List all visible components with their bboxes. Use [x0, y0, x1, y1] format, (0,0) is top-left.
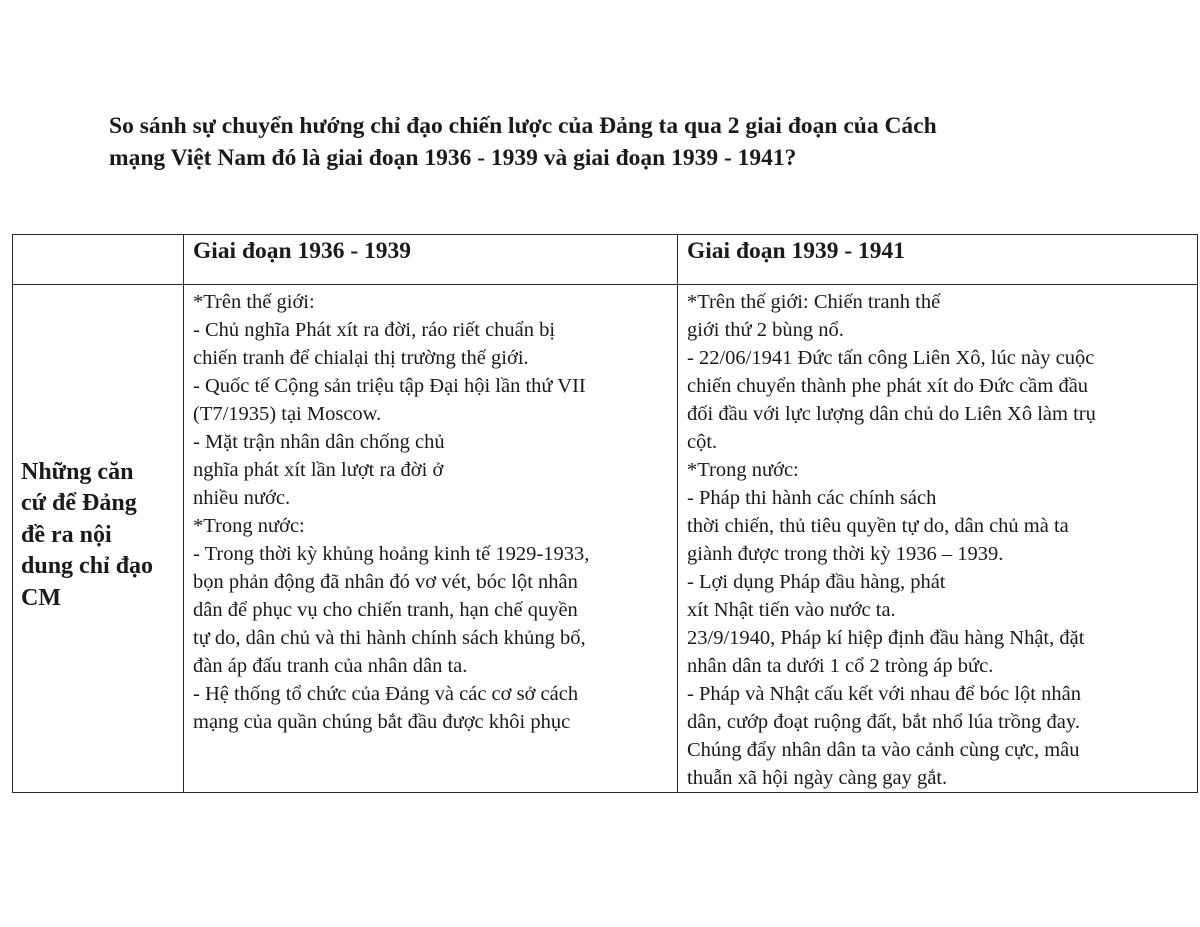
text-line: tự do, dân chủ và thi hành chính sách khủng bố, — [193, 627, 586, 649]
text-line: dân, cướp đoạt ruộng đất, bắt nhổ lúa trồng đay. — [687, 711, 1080, 733]
text-line: - Mặt trận nhân dân chống chủ — [193, 431, 445, 453]
text-line: bọn phản động đã nhân đó vơ vét, bóc lột nhân — [193, 571, 578, 593]
text-line: *Trong nước: — [193, 515, 305, 537]
title-line: So sánh sự chuyển hướng chỉ đạo chiến lược của Đảng ta qua 2 giai đoạn của Cách — [109, 113, 937, 139]
text-line: nghĩa phát xít lần lượt ra đời ở — [193, 459, 444, 481]
text-line: *Trong nước: — [687, 459, 799, 481]
header-label: Giai đoạn 1939 - 1941 — [687, 238, 906, 264]
text-line: chiến chuyển thành phe phát xít do Đức cầm đầu — [687, 375, 1089, 397]
text-line: đàn áp đấu tranh của nhân dân ta. — [193, 655, 468, 677]
header-label — [13, 235, 183, 238]
period-1936-1939-text — [184, 285, 677, 736]
page-title — [109, 110, 1109, 174]
text-line: đối đầu với lực lượng dân chủ do Liên Xô làm trụ — [687, 403, 1096, 425]
text-line: nhân dân ta dưới 1 cổ 2 tròng áp bức. — [687, 655, 994, 677]
text-line: (T7/1935) tại Moscow. — [193, 403, 382, 425]
text-line: nhiều nước. — [193, 487, 291, 509]
period-1936-1939-cell — [184, 285, 678, 793]
header-cell-empty — [13, 235, 184, 285]
text-line: - 22/06/1941 Đức tấn công Liên Xô, lúc này cuộc — [687, 347, 1095, 369]
text-line: - Quốc tế Cộng sản triệu tập Đại hội lần thứ VII — [193, 375, 586, 397]
criteria-line: đề ra nội — [21, 521, 112, 548]
text-line: - Chủ nghĩa Phát xít ra đời, ráo riết chuẩn bị — [193, 319, 556, 341]
text-line: *Trên thế giới: — [193, 291, 315, 313]
text-line: 23/9/1940, Pháp kí hiệp định đầu hàng Nhật, đặt — [687, 627, 1085, 649]
text-line: giới thứ 2 bùng nổ. — [687, 319, 844, 341]
text-line: thời chiến, thủ tiêu quyền tự do, dân chủ mà ta — [687, 515, 1069, 537]
header-cell-period-1936-1939 — [184, 235, 678, 285]
text-line: - Pháp thi hành các chính sách — [687, 487, 937, 509]
period-1939-1941-cell — [678, 285, 1198, 793]
period-1939-1941-text — [678, 285, 1197, 792]
text-line: dân để phục vụ cho chiến tranh, hạn chế quyền — [193, 599, 578, 621]
text-line: - Hệ thống tổ chức của Đảng và các cơ sở cách — [193, 683, 579, 705]
criteria-line: Những căn — [21, 458, 134, 485]
text-line: xít Nhật tiến vào nước ta. — [687, 599, 896, 621]
criteria-line: dung chỉ đạo — [21, 553, 154, 580]
comparison-table — [12, 234, 1198, 793]
header-label: Giai đoạn 1936 - 1939 — [193, 238, 412, 264]
text-line: *Trên thế giới: Chiến tranh thế — [687, 291, 941, 313]
text-line: - Pháp và Nhật cấu kết với nhau để bóc lột nhân — [687, 683, 1081, 705]
text-line: Chúng đẩy nhân dân ta vào cảnh cùng cực, mâu — [687, 739, 1080, 761]
table-row — [13, 285, 1198, 793]
header-cell-period-1939-1941 — [678, 235, 1198, 285]
criteria-line: cứ để Đảng — [21, 490, 137, 517]
title-line: mạng Việt Nam đó là giai đoạn 1936 - 1939 và giai đoạn 1939 - 1941? — [109, 145, 797, 171]
table-header-row — [13, 235, 1198, 285]
text-line: mạng của quần chúng bắt đầu được khôi phục — [193, 711, 571, 733]
text-line: chiến tranh để chialại thị trường thế giới. — [193, 347, 529, 369]
text-line: giành được trong thời kỳ 1936 – 1939. — [687, 543, 1004, 565]
text-line: cột. — [687, 431, 718, 453]
text-line: - Lợi dụng Pháp đầu hàng, phát — [687, 571, 946, 593]
criteria-line: CM — [21, 584, 61, 611]
criteria-cell — [13, 285, 184, 793]
text-line: thuẫn xã hội ngày càng gay gắt. — [687, 767, 948, 789]
text-line: - Trong thời kỳ khủng hoảng kinh tế 1929-1933, — [193, 543, 590, 565]
criteria-label — [13, 457, 183, 621]
